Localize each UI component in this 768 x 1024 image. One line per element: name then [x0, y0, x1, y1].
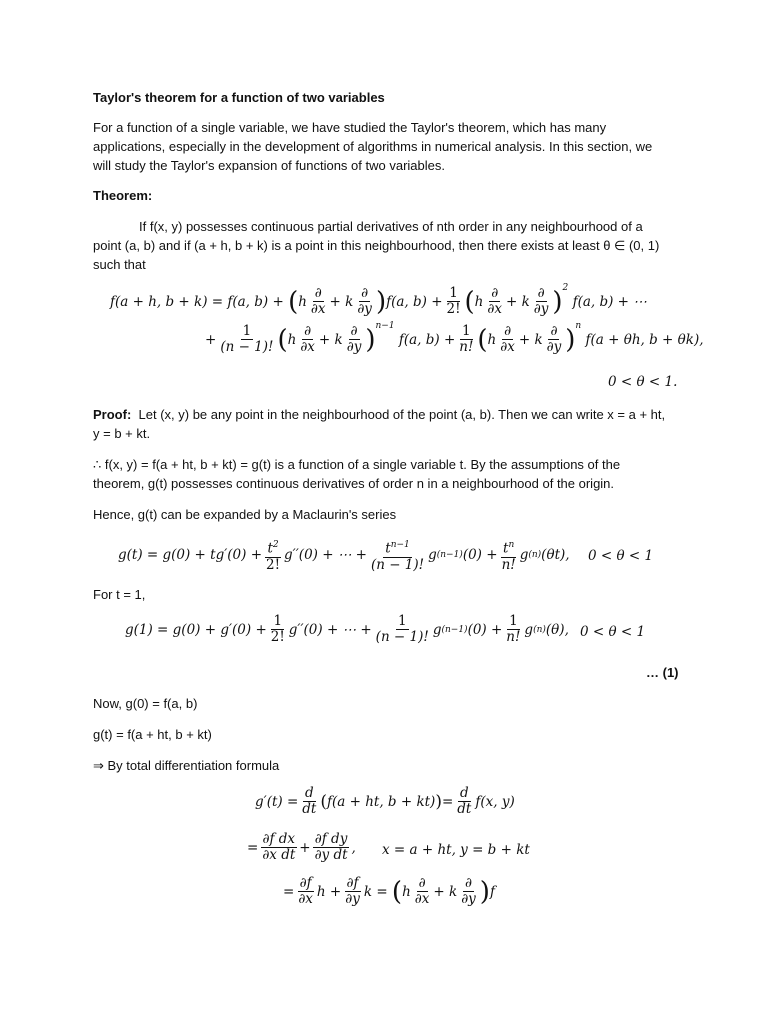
taylor-expansion-line-2: + $\frac{1}{(n - 1)!}$ ( h $\frac{\partial}{\partial x}$ + k $\frac{\partial}{\partial y}$ ) $^{n-1}$ f(a, b) + $\frac{1}{n!}$ ( h $\frac{\partial}{\partial x}$ + k $\frac{\partial}{\partial y}$ ) $^n$ f(a + θh, b + θk), [205, 320, 704, 355]
gt-definition: g(t) = f(a + ht, b + kt) [93, 727, 212, 742]
taylor-expansion-line-1: f(a + h, b + k) = f(a, b) + ( h $\frac{\partial}{\partial x}$ + k $\frac{\partial}{\partial y}$ ) f(a, b) + $\frac{1}{2!}$ ( h $\frac{\partial}{\partial x}$ + k $\frac{\partial}{\partial y}$ ) $^2$ f(a, b) + ⋯ [110, 282, 647, 317]
equation-number: … (1) [646, 665, 679, 680]
proof-label: Proof: [93, 407, 132, 422]
maclaurin-condition: 0 < θ < 1 [588, 548, 654, 564]
g-one-series: g(1) = g(0) + g′(0) + $\frac{1}{2!}$ g′′(0) + ⋯ + $\frac{1}{(n - 1)!}$ g (n−1) (0) + $\frac{1}{n!}$ g (n) (θ), [125, 613, 569, 645]
theorem-condition: 0 < θ < 1. [608, 374, 678, 390]
derivative-line-2: = $\frac{\text{∂f dx}}{\text{∂x dt}}$ + $\frac{\text{∂f dy}}{\text{∂y dt}}$ , [247, 831, 356, 863]
derivative-line-3: = $\frac{\partial f}{\partial x}$ h + $\frac{\partial f}{\partial y}$ k = ( h $\frac{\partial}{\partial x}$ + k $\frac{\partial}{\partial y}$ ) f [283, 875, 495, 907]
proof-text: Let (x, y) be any point in the neighbourhood of the point (a, b). Then we can write x = a + ht, y = b + kt. [93, 407, 666, 441]
derivative-line-1: g′(t) = $\frac{d}{dt}$ ( f(a + ht, b + kt) ) = $\frac{d}{dt}$ f(x, y) [255, 785, 515, 817]
intro-paragraph: For a function of a single variable, we have studied the Taylor's theorem, which has many applications, especially in the development of algorithms in numerical analysis. In this section, we will study the Taylor's expansion of functions of two variables. [93, 120, 653, 173]
theorem-statement: If f(x, y) possesses continuous partial derivatives of nth order in any neighbourhood of a point (a, b) and if (a + h, b + k) is a point in this neighbourhood, then there exists at least θ ∈ (0, 1) such that [93, 219, 660, 272]
therefore-paragraph: ∴ f(x, y) = f(a + ht, b + kt) = g(t) is a function of a single variable t. By the assumptions of the theorem, g(t) possesses continuous derivatives of order n in a neighbourhood of the origin. [93, 457, 621, 491]
theorem-label: Theorem: [93, 188, 153, 203]
now-line: Now, g(0) = f(a, b) [93, 696, 198, 711]
for-t-equals-one: For t = 1, [93, 587, 146, 602]
proof-paragraph [93, 405, 673, 443]
g-one-condition: 0 < θ < 1 [580, 624, 646, 640]
hence-paragraph: Hence, g(t) can be expanded by a Maclaurin's series [93, 507, 397, 522]
substitution-note: x = a + ht, y = b + kt [382, 842, 530, 858]
section-heading: Taylor's theorem for a function of two variables [93, 90, 385, 105]
total-differentiation-line: ⇒ By total differentiation formula [93, 758, 280, 773]
maclaurin-series: g(t) = g(0) + tg′(0) + $\frac{t^2}{2!}$ g′′(0) + ⋯ + $\frac{t^{n-1}}{(n - 1)!}$ g (n−1) (0) + $\frac{t^n}{n!}$ g (n) (θt), [118, 540, 570, 573]
